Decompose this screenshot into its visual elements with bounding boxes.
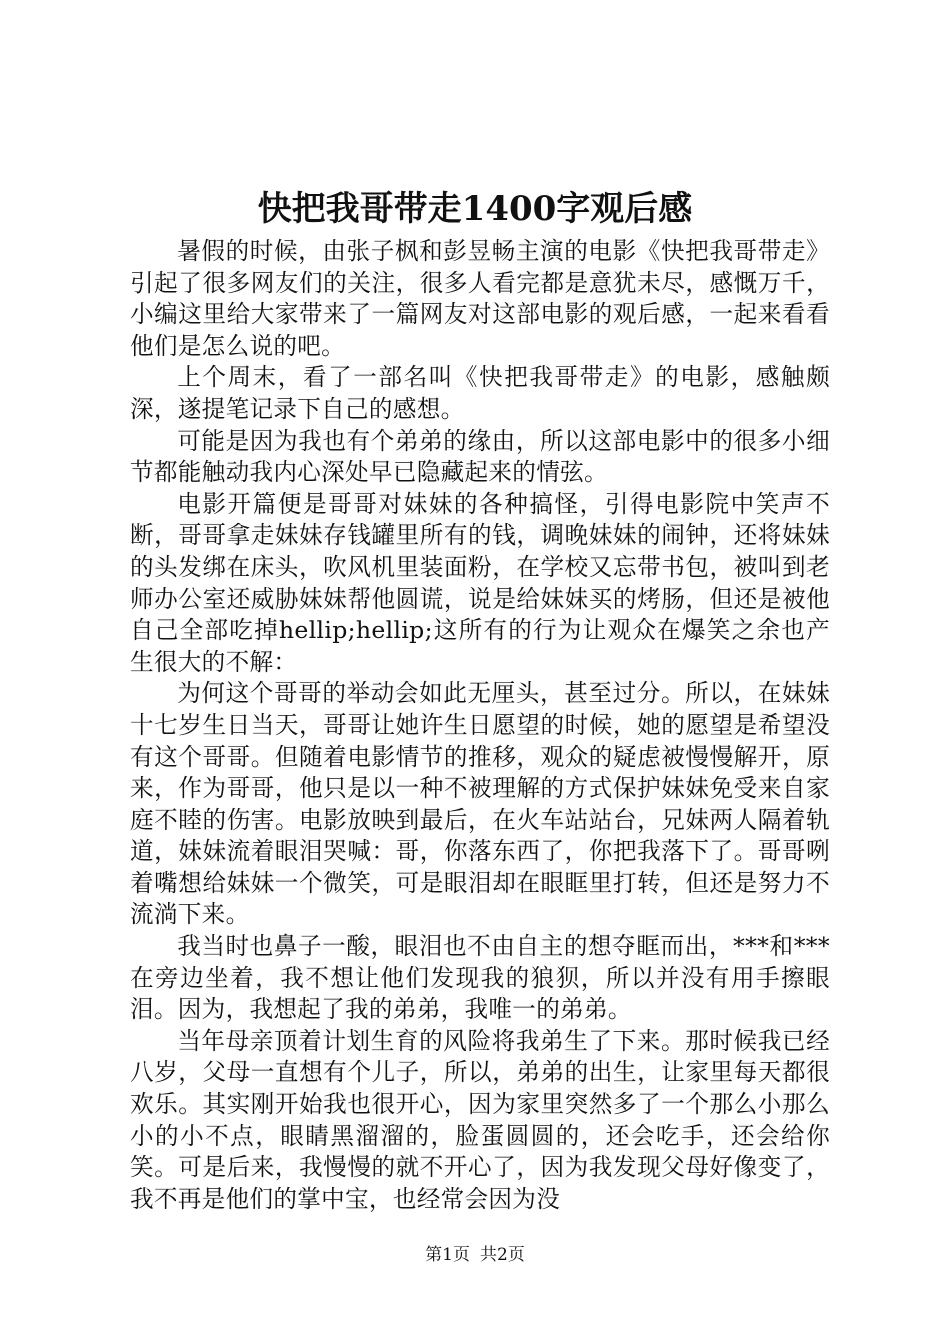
paragraph: 我当时也鼻子一酸，眼泪也不由自主的想夺眶而出，***和***在旁边坐着，我不想让他们发现我的狼狈，所以并没有用手擦眼泪。因为，我想起了我的弟弟，我唯一的弟弟。 (130, 932, 830, 1024)
document-title: 快把我哥带走1400字观后感 (257, 189, 693, 229)
page-number-current: 第1页 (425, 1245, 470, 1265)
page-footer (0, 1243, 950, 1267)
paragraph: 为何这个哥哥的举动会如此无厘头，甚至过分。所以，在妹妹十七岁生日当天，哥哥让她许生日愿望的时候，她的愿望是希望没有这个哥哥。但随着电影情节的推移，观众的疑虑被慢慢解开，原来，作为哥哥，他只是以一种不被理解的方式保护妹妹免受来自家庭不睦的伤害。电影放映到最后，在火车站站台，兄妹两人隔着轨道，妹妹流着眼泪哭喊：哥，你落东西了，你把我落下了。哥哥咧着嘴想给妹妹一个微笑，可是眼泪却在眼眶里打转，但还是努力不流淌下来。 (130, 679, 830, 929)
paragraph: 电影开篇便是哥哥对妹妹的各种搞怪，引得电影院中笑声不断，哥哥拿走妹妹存钱罐里所有的钱，调晚妹妹的闹钟，还将妹妹的头发绑在床头，吹风机里装面粉，在学校又忘带书包，被叫到老师办公室还威胁妹妹帮他圆谎，说是给妹妹买的烤肠，但还是被他自己全部吃掉hellip;hellip;这所有的行为让观众在爆笑之余也产生很大的不解： (130, 489, 830, 676)
paragraph: 当年母亲顶着计划生育的风险将我弟生了下来。那时候我已经八岁，父母一直想有个儿子，所以，弟弟的出生，让家里每天都很欢乐。其实刚开始我也很开心，因为家里突然多了一个那么小那么小的小不点，眼睛黑溜溜的，脸蛋圆圆的，还会吃手，还会给你笑。可是后来，我慢慢的就不开心了，因为我发现父母好像变了，我不再是他们的掌中宝，也经常会因为没 (130, 1026, 830, 1213)
document-body (130, 236, 830, 1213)
paragraph: 可能是因为我也有个弟弟的缘由，所以这部电影中的很多小细节都能触动我内心深处早已隐藏起来的情弦。 (130, 426, 830, 487)
page-number-total: 共2页 (480, 1245, 525, 1265)
paragraph: 暑假的时候，由张子枫和彭昱畅主演的电影《快把我哥带走》引起了很多网友们的关注，很多人看完都是意犹未尽，感慨万千，小编这里给大家带来了一篇网友对这部电影的观后感，一起来看看他们是怎么说的吧。 (130, 237, 830, 360)
paragraph: 上个周末，看了一部名叫《快把我哥带走》的电影，感触颇深，遂提笔记录下自己的感想。 (130, 363, 830, 423)
